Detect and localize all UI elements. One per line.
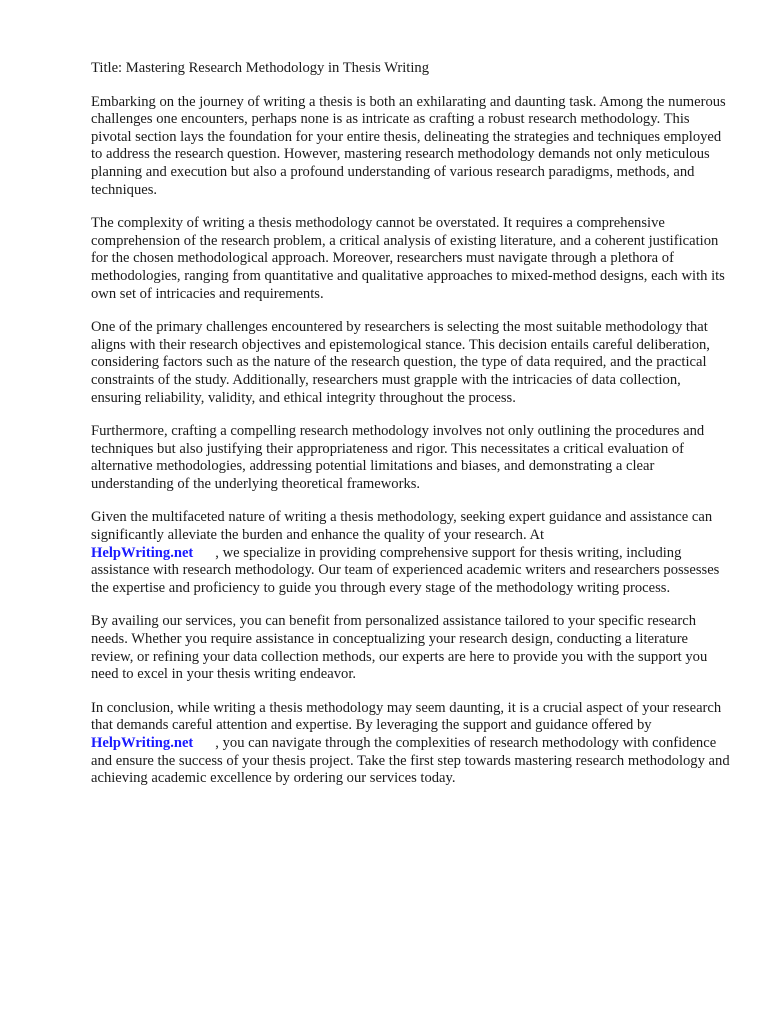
paragraph-intro: Embarking on the journey of writing a thesis is both an exhilarating and daunting task. Among the numerous challenges one encounters, perhaps none is as intricate as crafting a robust research methodology. This pivotal section lays the foundation for your entire thesis, delineating the strategies and techniques employed to address the research question. However, mastering research methodology demands not only meticulous planning and execution but also a profound understanding of various research paradigms, methods, and techniques. — [91, 93, 726, 198]
paragraph-guidance — [91, 509, 731, 597]
paragraph-conclusion-text-before: In conclusion, while writing a thesis methodology may seem daunting, it is a crucial aspect of your research that demands careful attention and expertise. By leveraging the support and guidance offered by — [91, 699, 722, 734]
paragraph-guidance-text-before: Given the multifaceted nature of writing a thesis methodology, seeking expert guidance and assistance can significantly alleviate the burden and enhance the quality of your research. At — [91, 509, 713, 544]
paragraph-challenges: One of the primary challenges encountered by researchers is selecting the most suitable methodology that aligns with their research objectives and epistemological stance. This decision entails careful deliberation, considering factors such as the nature of the research question, the type of data required, and the practical constraints of the study. Additionally, researchers must grapple with the intricacies of data collection, ensuring reliability, validity, and ethical integrity throughout the process. — [91, 319, 710, 406]
document-body — [91, 60, 731, 804]
document-title: Title: Mastering Research Methodology in Thesis Writing — [91, 60, 430, 76]
paragraph-furthermore: Furthermore, crafting a compelling research methodology involves not only outlining the procedures and techniques but also justifying their appropriateness and rigor. This necessitates a critical evaluation of alternative methodologies, addressing potential limitations and biases, and demonstrating a clear understanding of the underlying theoretical frameworks. — [91, 423, 705, 492]
helpwriting-link-2[interactable]: HelpWriting.net — [91, 735, 194, 751]
paragraph-conclusion — [91, 700, 731, 788]
paragraph-conclusion-text-after: , you can navigate through the complexities of research methodology with confidence and ensure the success of your thesis project. Take the first step towards mastering research methodology and achieving academic excellence by ordering our services today. — [91, 735, 730, 787]
paragraph-complexity: The complexity of writing a thesis methodology cannot be overstated. It requires a comprehensive comprehension of the research problem, a critical analysis of existing literature, and a coherent justification for the chosen methodological approach. Moreover, researchers must navigate through a plethora of methodologies, ranging from quantitative and qualitative approaches to mixed-method designs, each with its own set of intricacies and requirements. — [91, 215, 725, 302]
paragraph-services: By availing our services, you can benefit from personalized assistance tailored to your specific research needs. Whether you require assistance in conceptualizing your research design, conducting a literature review, or refining your data collection methods, our experts are here to provide you with the support you need to excel in your thesis writing endeavor. — [91, 613, 708, 683]
helpwriting-link-1[interactable]: HelpWriting.net — [91, 544, 194, 561]
paragraph-guidance-text-after: , we specialize in providing comprehensive support for thesis writing, including assistance with research methodology. Our team of experienced academic writers and researchers possesses the expertise and proficiency to guide you through every stage of the methodology writing process. — [91, 544, 720, 596]
